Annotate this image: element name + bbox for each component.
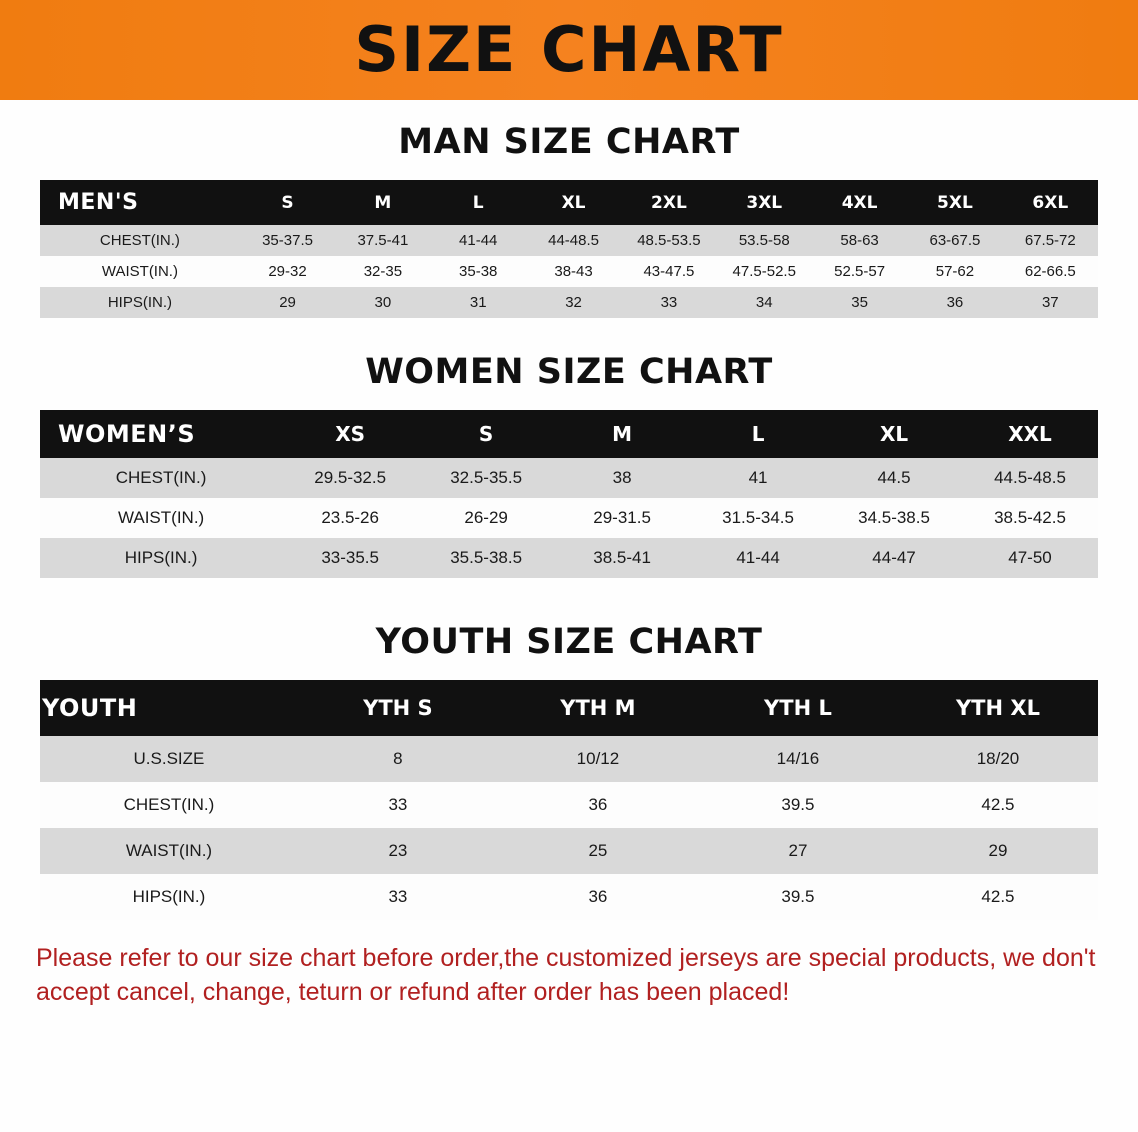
man-table-wrap	[0, 180, 1138, 318]
table-cell: 23.5-26	[282, 498, 418, 538]
table-cell: 32-35	[335, 256, 430, 287]
man-column-header: S	[240, 180, 335, 225]
man-column-header: L	[431, 180, 526, 225]
table-cell: 47.5-52.5	[717, 256, 812, 287]
table-cell: 58-63	[812, 225, 907, 256]
man-header-row	[40, 180, 1098, 225]
table-cell: 67.5-72	[1003, 225, 1098, 256]
youth-row-label: WAIST(IN.)	[40, 828, 298, 874]
table-cell: 37.5-41	[335, 225, 430, 256]
table-cell: 33	[298, 874, 498, 920]
women-row-label: HIPS(IN.)	[40, 538, 282, 578]
table-cell: 62-66.5	[1003, 256, 1098, 287]
women-column-header: XXL	[962, 410, 1098, 458]
table-row	[40, 225, 1098, 256]
youth-column-header: YTH L	[698, 680, 898, 736]
table-row	[40, 287, 1098, 318]
man-row-label: HIPS(IN.)	[40, 287, 240, 318]
table-row	[40, 458, 1098, 498]
table-cell: 42.5	[898, 874, 1098, 920]
table-row	[40, 498, 1098, 538]
women-column-header: M	[554, 410, 690, 458]
table-cell: 57-62	[907, 256, 1002, 287]
women-section-title: WOMEN SIZE CHART	[365, 352, 773, 392]
table-cell: 27	[698, 828, 898, 874]
table-cell: 41	[690, 458, 826, 498]
header-banner	[0, 0, 1138, 100]
table-cell: 38.5-41	[554, 538, 690, 578]
man-size-table	[40, 180, 1098, 318]
table-cell: 42.5	[898, 782, 1098, 828]
women-column-header: XL	[826, 410, 962, 458]
table-cell: 31.5-34.5	[690, 498, 826, 538]
table-cell: 35.5-38.5	[418, 538, 554, 578]
table-cell: 33	[621, 287, 716, 318]
table-cell: 8	[298, 736, 498, 782]
women-table-head	[40, 410, 1098, 458]
table-cell: 31	[431, 287, 526, 318]
man-column-header: XL	[526, 180, 621, 225]
table-cell: 18/20	[898, 736, 1098, 782]
table-cell: 29-31.5	[554, 498, 690, 538]
table-cell: 32.5-35.5	[418, 458, 554, 498]
table-cell: 35-37.5	[240, 225, 335, 256]
page-title: SIZE CHART	[354, 13, 784, 86]
youth-row-label: HIPS(IN.)	[40, 874, 298, 920]
women-size-table	[40, 410, 1098, 578]
youth-size-table	[40, 680, 1098, 920]
table-cell: 53.5-58	[717, 225, 812, 256]
youth-row-label: CHEST(IN.)	[40, 782, 298, 828]
youth-column-header: YTH M	[498, 680, 698, 736]
youth-column-header: YTH S	[298, 680, 498, 736]
man-column-header: 2XL	[621, 180, 716, 225]
women-table-wrap	[0, 410, 1138, 578]
table-row	[40, 828, 1098, 874]
man-section-title: MAN SIZE CHART	[398, 122, 740, 162]
women-column-header: S	[418, 410, 554, 458]
man-table-head	[40, 180, 1098, 225]
women-row-label: WAIST(IN.)	[40, 498, 282, 538]
table-cell: 29	[898, 828, 1098, 874]
table-cell: 37	[1003, 287, 1098, 318]
table-cell: 33-35.5	[282, 538, 418, 578]
table-cell: 29.5-32.5	[282, 458, 418, 498]
footer-note: Please refer to our size chart before order,the customized jerseys are special products, we don't accept cancel, change, teturn or refund after order has been placed!	[36, 944, 1096, 1006]
women-table-body	[40, 458, 1098, 578]
table-cell: 29	[240, 287, 335, 318]
table-row	[40, 538, 1098, 578]
table-cell: 52.5-57	[812, 256, 907, 287]
youth-table-head	[40, 680, 1098, 736]
table-cell: 36	[498, 782, 698, 828]
man-column-header: 4XL	[812, 180, 907, 225]
table-cell: 35-38	[431, 256, 526, 287]
man-column-header: 3XL	[717, 180, 812, 225]
table-cell: 39.5	[698, 874, 898, 920]
table-cell: 30	[335, 287, 430, 318]
table-cell: 38	[554, 458, 690, 498]
table-cell: 44-48.5	[526, 225, 621, 256]
youth-corner-header: YOUTH	[40, 680, 298, 736]
women-header-row	[40, 410, 1098, 458]
table-cell: 63-67.5	[907, 225, 1002, 256]
youth-column-header: YTH XL	[898, 680, 1098, 736]
table-cell: 39.5	[698, 782, 898, 828]
table-row	[40, 736, 1098, 782]
man-table-body	[40, 225, 1098, 318]
women-row-label: CHEST(IN.)	[40, 458, 282, 498]
table-cell: 41-44	[431, 225, 526, 256]
youth-table-wrap	[0, 680, 1138, 920]
table-cell: 14/16	[698, 736, 898, 782]
man-column-header: M	[335, 180, 430, 225]
table-cell: 44.5-48.5	[962, 458, 1098, 498]
table-cell: 43-47.5	[621, 256, 716, 287]
table-cell: 41-44	[690, 538, 826, 578]
table-cell: 33	[298, 782, 498, 828]
table-cell: 35	[812, 287, 907, 318]
table-cell: 36	[907, 287, 1002, 318]
table-cell: 44-47	[826, 538, 962, 578]
women-column-header: L	[690, 410, 826, 458]
table-cell: 47-50	[962, 538, 1098, 578]
table-cell: 34.5-38.5	[826, 498, 962, 538]
table-row	[40, 256, 1098, 287]
table-cell: 48.5-53.5	[621, 225, 716, 256]
table-cell: 38.5-42.5	[962, 498, 1098, 538]
table-cell: 32	[526, 287, 621, 318]
youth-table-body	[40, 736, 1098, 920]
table-cell: 34	[717, 287, 812, 318]
table-row	[40, 782, 1098, 828]
table-cell: 36	[498, 874, 698, 920]
man-row-label: WAIST(IN.)	[40, 256, 240, 287]
youth-header-row	[40, 680, 1098, 736]
man-corner-header: MEN'S	[40, 180, 240, 225]
table-row	[40, 874, 1098, 920]
table-cell: 29-32	[240, 256, 335, 287]
women-column-header: XS	[282, 410, 418, 458]
man-row-label: CHEST(IN.)	[40, 225, 240, 256]
table-cell: 25	[498, 828, 698, 874]
table-cell: 10/12	[498, 736, 698, 782]
youth-section-title: YOUTH SIZE CHART	[375, 622, 763, 662]
table-cell: 38-43	[526, 256, 621, 287]
man-column-header: 5XL	[907, 180, 1002, 225]
youth-row-label: U.S.SIZE	[40, 736, 298, 782]
table-cell: 23	[298, 828, 498, 874]
women-corner-header: WOMEN’S	[40, 410, 282, 458]
table-cell: 44.5	[826, 458, 962, 498]
man-column-header: 6XL	[1003, 180, 1098, 225]
table-cell: 26-29	[418, 498, 554, 538]
